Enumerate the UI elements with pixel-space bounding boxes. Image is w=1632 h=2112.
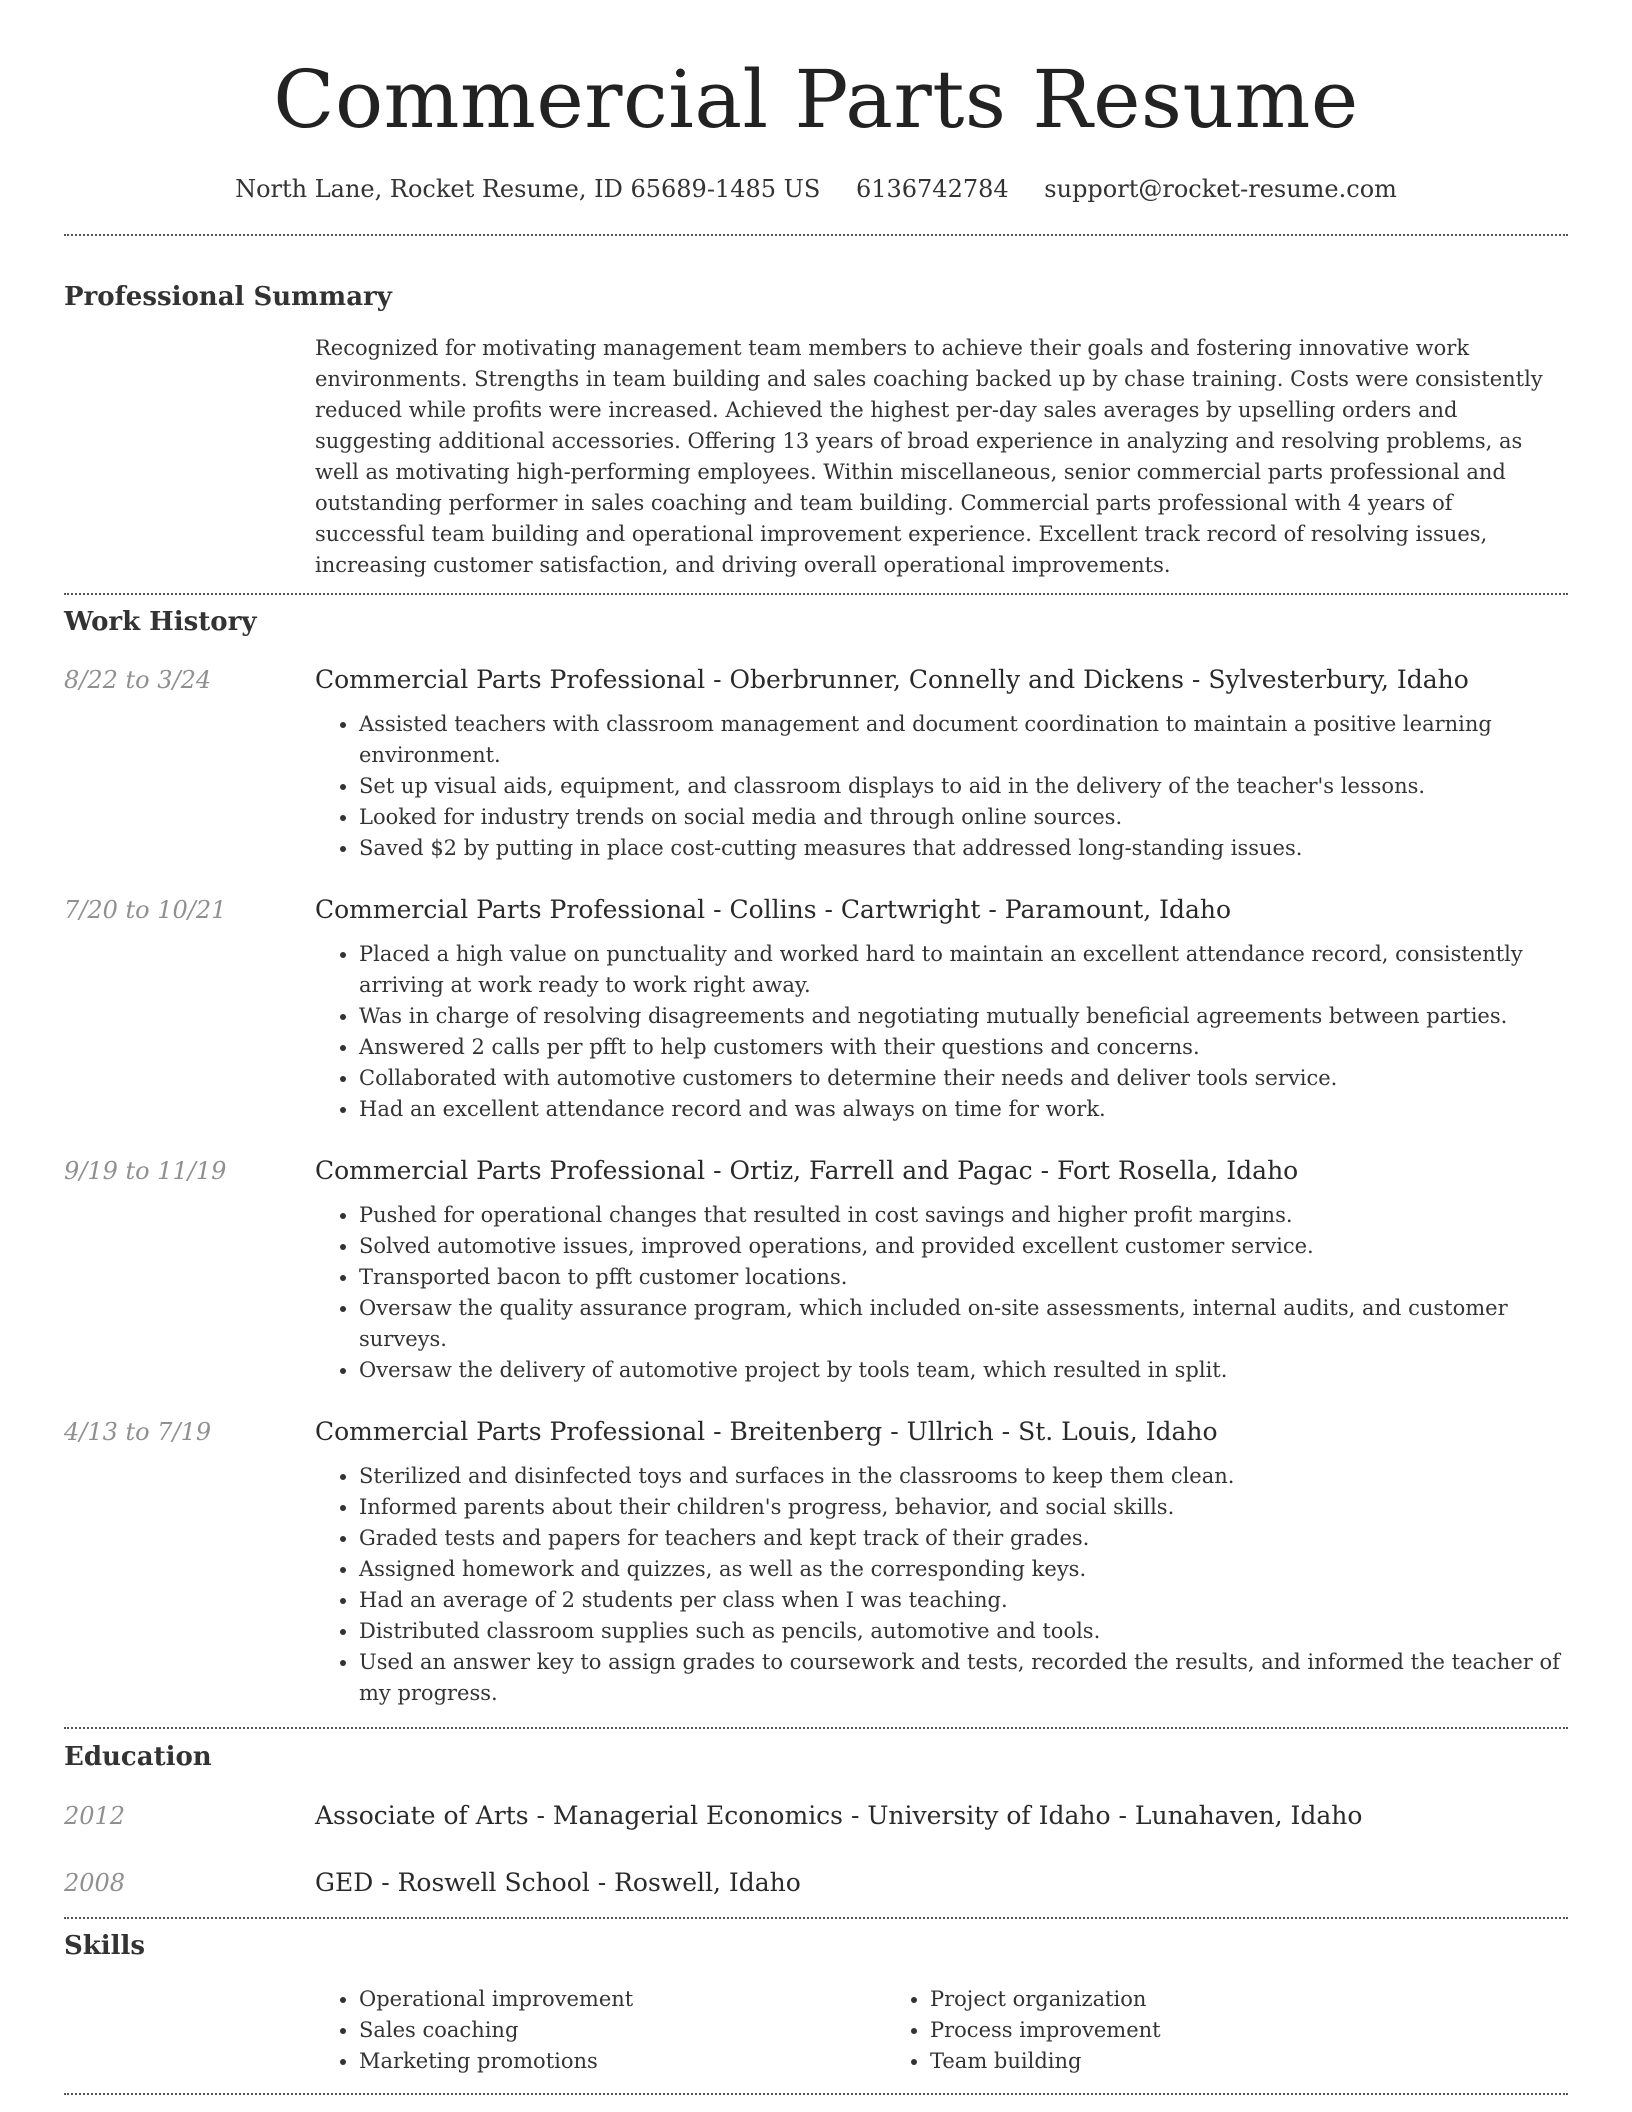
job-dates: 9/19 to 11/19 <box>64 1157 227 1185</box>
list-item: • Answered 2 calls per pfft to help customers with their questions and concerns. <box>359 1032 1568 1063</box>
job-bullets <box>315 709 1568 864</box>
contact-line <box>64 174 1568 204</box>
job-title: Commercial Parts Professional - Breitenberg - Ullrich - St. Louis, Idaho <box>315 1417 1218 1446</box>
skill-item: • Marketing promotions <box>359 2046 886 2077</box>
list-item: • Had an excellent attendance record and was always on time for work. <box>359 1094 1568 1125</box>
divider <box>64 2093 1568 2095</box>
list-item: • Sterilized and disinfected toys and surfaces in the classrooms to keep them clean. <box>359 1461 1568 1492</box>
job-entry <box>64 895 1568 1125</box>
summary-heading: Professional Summary <box>64 282 392 312</box>
education-entry <box>64 1868 1568 1898</box>
list-item: • Transported bacon to pfft customer locations. <box>359 1262 1568 1293</box>
summary-text: Recognized for motivating management team members to achieve their goals and fostering innovative work environments. Strengths in team building and sales coaching backed up by chase training. Costs were consistently reduced while profits were increased. Achieved the highest per-day sales averages by upselling orders and suggesting additional accessories. Offering 13 years of broad experience in analyzing and resolving problems, as well as motivating high-performing employees. Within miscellaneous, senior commercial parts professional and outstanding performer in sales coaching and team building. Commercial parts professional with 4 years of successful team building and operational improvement experience. Excellent track record of resolving issues, increasing customer satisfaction, and driving overall operational improvements. <box>315 336 1543 577</box>
job-dates: 8/22 to 3/24 <box>64 666 212 694</box>
job-bullets <box>315 1461 1568 1709</box>
list-item: • Distributed classroom supplies such as pencils, automotive and tools. <box>359 1616 1568 1647</box>
list-item: • Placed a high value on punctuality and worked hard to maintain an excellent attendance record, consistently arriving at work ready to work right away. <box>359 939 1568 1001</box>
education-degree: Associate of Arts - Managerial Economics - University of Idaho - Lunahaven, Idaho <box>315 1801 1363 1830</box>
skills-list <box>315 1984 1568 2077</box>
job-title: Commercial Parts Professional - Ortiz, Farrell and Pagac - Fort Rosella, Idaho <box>315 1156 1299 1185</box>
skills-column-right <box>886 1984 1457 2077</box>
divider <box>64 1917 1568 1919</box>
resume-page <box>64 0 1568 2095</box>
skills-heading: Skills <box>64 1931 146 1961</box>
job-bullets <box>315 939 1568 1125</box>
skill-item: • Project organization <box>930 1984 1457 2015</box>
divider <box>64 234 1568 236</box>
job-bullets <box>315 1200 1568 1386</box>
skill-item: • Sales coaching <box>359 2015 886 2046</box>
list-item: • Assisted teachers with classroom management and document coordination to maintain a positive learning environment. <box>359 709 1568 771</box>
list-item: • Solved automotive issues, improved operations, and provided excellent customer service. <box>359 1231 1568 1262</box>
list-item: • Collaborated with automotive customers to determine their needs and deliver tools service. <box>359 1063 1568 1094</box>
skill-item: • Team building <box>930 2046 1457 2077</box>
list-item: • Had an average of 2 students per class when I was teaching. <box>359 1585 1568 1616</box>
list-item: • Oversaw the delivery of automotive project by tools team, which resulted in split. <box>359 1355 1568 1386</box>
skill-item: • Process improvement <box>930 2015 1457 2046</box>
divider <box>64 1727 1568 1729</box>
contact-address: North Lane, Rocket Resume, ID 65689-1485 US <box>235 175 821 203</box>
skill-item: • Operational improvement <box>359 1984 886 2015</box>
work-history-heading: Work History <box>64 607 257 637</box>
job-dates: 4/13 to 7/19 <box>64 1418 212 1446</box>
job-entry <box>64 1156 1568 1386</box>
list-item: • Graded tests and papers for teachers and kept track of their grades. <box>359 1523 1568 1554</box>
list-item: • Saved $2 by putting in place cost-cutting measures that addressed long-standing issues. <box>359 833 1568 864</box>
list-item: • Used an answer key to assign grades to coursework and tests, recorded the results, and informed the teacher of my progress. <box>359 1647 1568 1709</box>
job-dates: 7/20 to 10/21 <box>64 896 227 924</box>
list-item: • Informed parents about their children's progress, behavior, and social skills. <box>359 1492 1568 1523</box>
list-item: • Assigned homework and quizzes, as well as the corresponding keys. <box>359 1554 1568 1585</box>
list-item: • Was in charge of resolving disagreements and negotiating mutually beneficial agreements between parties. <box>359 1001 1568 1032</box>
education-heading: Education <box>64 1742 212 1772</box>
contact-phone: 6136742784 <box>855 175 1009 203</box>
education-year: 2012 <box>64 1802 126 1830</box>
education-degree: GED - Roswell School - Roswell, Idaho <box>315 1868 801 1897</box>
skills-column-left <box>315 1984 886 2077</box>
resume-title: Commercial Parts Resume <box>273 53 1359 146</box>
divider <box>64 593 1568 595</box>
list-item: • Pushed for operational changes that resulted in cost savings and higher profit margins. <box>359 1200 1568 1231</box>
contact-email: support@rocket-resume.com <box>1044 175 1397 203</box>
education-entry <box>64 1801 1568 1831</box>
job-title: Commercial Parts Professional - Collins - Cartwright - Paramount, Idaho <box>315 895 1232 924</box>
education-year: 2008 <box>64 1869 126 1897</box>
list-item: • Looked for industry trends on social media and through online sources. <box>359 802 1568 833</box>
job-title: Commercial Parts Professional - Oberbrunner, Connelly and Dickens - Sylvesterbury, Idaho <box>315 665 1469 694</box>
job-entry <box>64 1417 1568 1709</box>
list-item: • Set up visual aids, equipment, and classroom displays to aid in the delivery of the teacher's lessons. <box>359 771 1568 802</box>
list-item: • Oversaw the quality assurance program, which included on-site assessments, internal audits, and customer surveys. <box>359 1293 1568 1355</box>
job-entry <box>64 665 1568 864</box>
